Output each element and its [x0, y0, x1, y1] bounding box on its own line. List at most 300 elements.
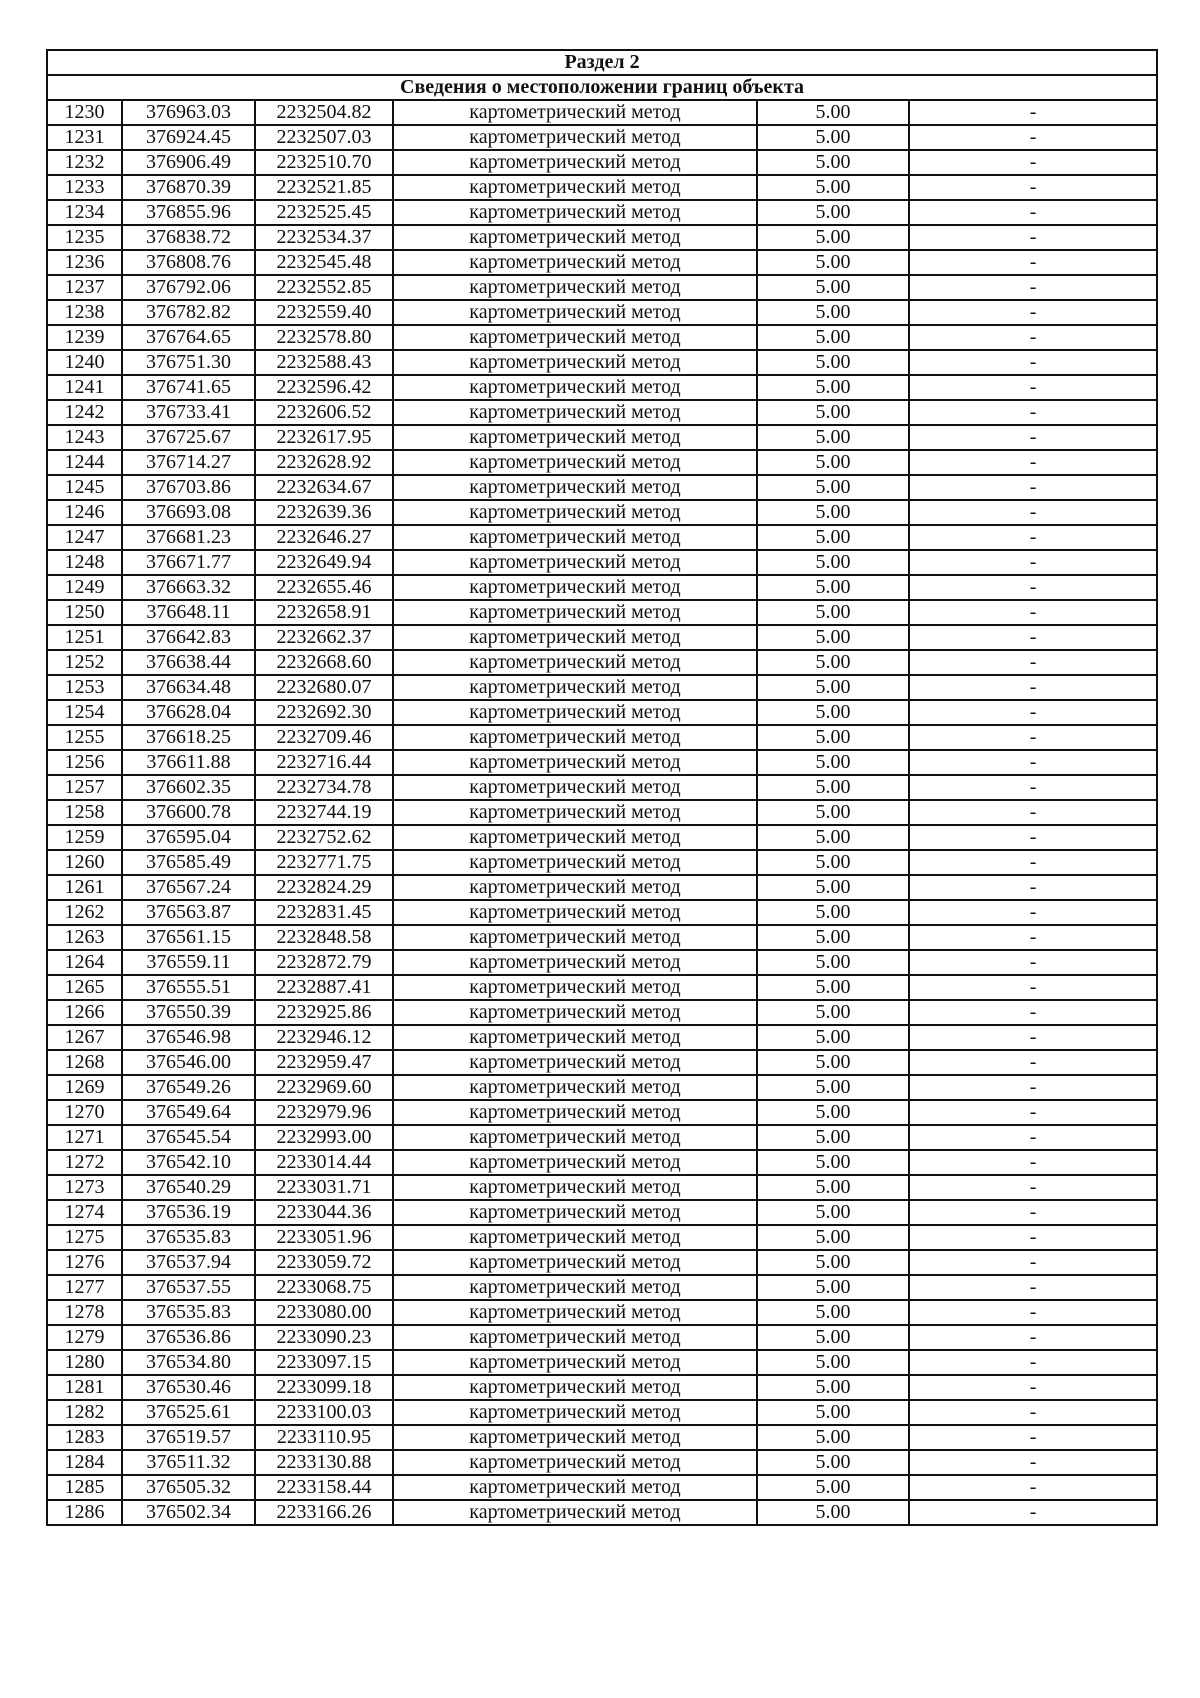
table-row: [47, 200, 1157, 225]
point-number-cell: 1255: [47, 725, 122, 750]
y-coordinate-cell: 2232552.85: [255, 275, 393, 300]
table-row: [47, 500, 1157, 525]
table-row: [47, 550, 1157, 575]
y-coordinate-cell: 2233130.88: [255, 1450, 393, 1475]
x-coordinate-cell: 376611.88: [122, 750, 255, 775]
y-coordinate-cell: 2232925.86: [255, 1000, 393, 1025]
x-coordinate-cell: 376618.25: [122, 725, 255, 750]
method-cell: картометрический метод: [393, 1350, 757, 1375]
x-coordinate-cell: 376751.30: [122, 350, 255, 375]
method-cell: картометрический метод: [393, 1125, 757, 1150]
table-row: [47, 850, 1157, 875]
x-coordinate-cell: 376792.06: [122, 275, 255, 300]
point-number-cell: 1268: [47, 1050, 122, 1075]
table-row: [47, 350, 1157, 375]
description-cell: -: [909, 1050, 1157, 1075]
x-coordinate-cell: 376693.08: [122, 500, 255, 525]
description-cell: -: [909, 925, 1157, 950]
x-coordinate-cell: 376681.23: [122, 525, 255, 550]
table-row: [47, 975, 1157, 1000]
method-cell: картометрический метод: [393, 100, 757, 125]
method-cell: картометрический метод: [393, 150, 757, 175]
point-number-cell: 1266: [47, 1000, 122, 1025]
y-coordinate-cell: 2232504.82: [255, 100, 393, 125]
x-coordinate-cell: 376546.98: [122, 1025, 255, 1050]
point-number-cell: 1238: [47, 300, 122, 325]
point-number-cell: 1261: [47, 875, 122, 900]
accuracy-cell: 5.00: [757, 1175, 909, 1200]
table-row: [47, 825, 1157, 850]
y-coordinate-cell: 2232559.40: [255, 300, 393, 325]
y-coordinate-cell: 2232946.12: [255, 1025, 393, 1050]
method-cell: картометрический метод: [393, 275, 757, 300]
accuracy-cell: 5.00: [757, 525, 909, 550]
x-coordinate-cell: 376906.49: [122, 150, 255, 175]
accuracy-cell: 5.00: [757, 700, 909, 725]
table-row: [47, 625, 1157, 650]
point-number-cell: 1265: [47, 975, 122, 1000]
x-coordinate-cell: 376671.77: [122, 550, 255, 575]
description-cell: -: [909, 700, 1157, 725]
table-row: [47, 150, 1157, 175]
y-coordinate-cell: 2232617.95: [255, 425, 393, 450]
y-coordinate-cell: 2233059.72: [255, 1250, 393, 1275]
accuracy-cell: 5.00: [757, 1250, 909, 1275]
description-cell: -: [909, 1350, 1157, 1375]
accuracy-cell: 5.00: [757, 975, 909, 1000]
accuracy-cell: 5.00: [757, 1300, 909, 1325]
point-number-cell: 1281: [47, 1375, 122, 1400]
method-cell: картометрический метод: [393, 625, 757, 650]
accuracy-cell: 5.00: [757, 725, 909, 750]
method-cell: картометрический метод: [393, 1425, 757, 1450]
table-row: [47, 950, 1157, 975]
description-cell: -: [909, 950, 1157, 975]
method-cell: картометрический метод: [393, 1200, 757, 1225]
x-coordinate-cell: 376642.83: [122, 625, 255, 650]
x-coordinate-cell: 376540.29: [122, 1175, 255, 1200]
table-row: [47, 925, 1157, 950]
description-cell: -: [909, 425, 1157, 450]
description-cell: -: [909, 475, 1157, 500]
description-cell: -: [909, 100, 1157, 125]
accuracy-cell: 5.00: [757, 375, 909, 400]
method-cell: картометрический метод: [393, 325, 757, 350]
y-coordinate-cell: 2233097.15: [255, 1350, 393, 1375]
description-cell: -: [909, 250, 1157, 275]
method-cell: картометрический метод: [393, 1025, 757, 1050]
accuracy-cell: 5.00: [757, 1075, 909, 1100]
method-cell: картометрический метод: [393, 1175, 757, 1200]
description-cell: -: [909, 1200, 1157, 1225]
description-cell: -: [909, 650, 1157, 675]
table-row: [47, 1100, 1157, 1125]
y-coordinate-cell: 2232534.37: [255, 225, 393, 250]
y-coordinate-cell: 2232646.27: [255, 525, 393, 550]
method-cell: картометрический метод: [393, 750, 757, 775]
section-label: Раздел 2: [47, 50, 1157, 75]
accuracy-cell: 5.00: [757, 225, 909, 250]
accuracy-cell: 5.00: [757, 900, 909, 925]
table-row: [47, 775, 1157, 800]
description-cell: -: [909, 1450, 1157, 1475]
point-number-cell: 1237: [47, 275, 122, 300]
description-cell: -: [909, 825, 1157, 850]
x-coordinate-cell: 376537.94: [122, 1250, 255, 1275]
x-coordinate-cell: 376808.76: [122, 250, 255, 275]
description-cell: -: [909, 1175, 1157, 1200]
table-caption: Сведения о местоположении границ объекта: [47, 75, 1157, 100]
point-number-cell: 1231: [47, 125, 122, 150]
method-cell: картометрический метод: [393, 450, 757, 475]
y-coordinate-cell: 2232824.29: [255, 875, 393, 900]
accuracy-cell: 5.00: [757, 325, 909, 350]
point-number-cell: 1284: [47, 1450, 122, 1475]
method-cell: картометрический метод: [393, 1250, 757, 1275]
point-number-cell: 1283: [47, 1425, 122, 1450]
x-coordinate-cell: 376546.00: [122, 1050, 255, 1075]
point-number-cell: 1254: [47, 700, 122, 725]
y-coordinate-cell: 2233099.18: [255, 1375, 393, 1400]
method-cell: картометрический метод: [393, 1050, 757, 1075]
table-row: [47, 1400, 1157, 1425]
accuracy-cell: 5.00: [757, 150, 909, 175]
point-number-cell: 1286: [47, 1500, 122, 1525]
accuracy-cell: 5.00: [757, 350, 909, 375]
description-cell: -: [909, 975, 1157, 1000]
y-coordinate-cell: 2232993.00: [255, 1125, 393, 1150]
method-cell: картометрический метод: [393, 1275, 757, 1300]
point-number-cell: 1249: [47, 575, 122, 600]
description-cell: -: [909, 275, 1157, 300]
table-row: [47, 800, 1157, 825]
y-coordinate-cell: 2232709.46: [255, 725, 393, 750]
description-cell: -: [909, 500, 1157, 525]
description-cell: -: [909, 450, 1157, 475]
y-coordinate-cell: 2232649.94: [255, 550, 393, 575]
x-coordinate-cell: 376741.65: [122, 375, 255, 400]
point-number-cell: 1280: [47, 1350, 122, 1375]
table-row: [47, 525, 1157, 550]
y-coordinate-cell: 2232969.60: [255, 1075, 393, 1100]
accuracy-cell: 5.00: [757, 625, 909, 650]
description-cell: -: [909, 350, 1157, 375]
table-row: [47, 1375, 1157, 1400]
method-cell: картометрический метод: [393, 400, 757, 425]
table-body: [47, 50, 1157, 1525]
description-cell: -: [909, 850, 1157, 875]
accuracy-cell: 5.00: [757, 750, 909, 775]
method-cell: картометрический метод: [393, 1325, 757, 1350]
table-row: [47, 275, 1157, 300]
table-row: [47, 1225, 1157, 1250]
y-coordinate-cell: 2232752.62: [255, 825, 393, 850]
x-coordinate-cell: 376924.45: [122, 125, 255, 150]
accuracy-cell: 5.00: [757, 300, 909, 325]
description-cell: -: [909, 1475, 1157, 1500]
table-row: [47, 1250, 1157, 1275]
method-cell: картометрический метод: [393, 1475, 757, 1500]
boundary-table-sheet: [46, 49, 1156, 1526]
x-coordinate-cell: 376542.10: [122, 1150, 255, 1175]
x-coordinate-cell: 376703.86: [122, 475, 255, 500]
point-number-cell: 1257: [47, 775, 122, 800]
table-row: [47, 1200, 1157, 1225]
description-cell: -: [909, 1225, 1157, 1250]
method-cell: картометрический метод: [393, 600, 757, 625]
y-coordinate-cell: 2232744.19: [255, 800, 393, 825]
method-cell: картометрический метод: [393, 225, 757, 250]
accuracy-cell: 5.00: [757, 1150, 909, 1175]
y-coordinate-cell: 2232848.58: [255, 925, 393, 950]
table-row: [47, 1425, 1157, 1450]
boundary-coordinates-table: [46, 49, 1158, 1526]
y-coordinate-cell: 2232662.37: [255, 625, 393, 650]
point-number-cell: 1267: [47, 1025, 122, 1050]
section-header-row: [47, 50, 1157, 75]
table-row: [47, 475, 1157, 500]
point-number-cell: 1236: [47, 250, 122, 275]
x-coordinate-cell: 376725.67: [122, 425, 255, 450]
accuracy-cell: 5.00: [757, 1350, 909, 1375]
y-coordinate-cell: 2232658.91: [255, 600, 393, 625]
point-number-cell: 1248: [47, 550, 122, 575]
point-number-cell: 1258: [47, 800, 122, 825]
point-number-cell: 1242: [47, 400, 122, 425]
method-cell: картометрический метод: [393, 1100, 757, 1125]
x-coordinate-cell: 376600.78: [122, 800, 255, 825]
accuracy-cell: 5.00: [757, 200, 909, 225]
description-cell: -: [909, 775, 1157, 800]
table-row: [47, 1275, 1157, 1300]
method-cell: картометрический метод: [393, 425, 757, 450]
table-row: [47, 375, 1157, 400]
point-number-cell: 1269: [47, 1075, 122, 1100]
table-row: [47, 1050, 1157, 1075]
y-coordinate-cell: 2232668.60: [255, 650, 393, 675]
method-cell: картометрический метод: [393, 650, 757, 675]
point-number-cell: 1244: [47, 450, 122, 475]
point-number-cell: 1276: [47, 1250, 122, 1275]
y-coordinate-cell: 2232734.78: [255, 775, 393, 800]
table-row: [47, 1450, 1157, 1475]
table-row: [47, 325, 1157, 350]
x-coordinate-cell: 376559.11: [122, 950, 255, 975]
y-coordinate-cell: 2232831.45: [255, 900, 393, 925]
table-row: [47, 650, 1157, 675]
table-row: [47, 1500, 1157, 1525]
table-row: [47, 1325, 1157, 1350]
accuracy-cell: 5.00: [757, 1325, 909, 1350]
accuracy-cell: 5.00: [757, 425, 909, 450]
x-coordinate-cell: 376764.65: [122, 325, 255, 350]
x-coordinate-cell: 376855.96: [122, 200, 255, 225]
description-cell: -: [909, 125, 1157, 150]
description-cell: -: [909, 300, 1157, 325]
x-coordinate-cell: 376563.87: [122, 900, 255, 925]
accuracy-cell: 5.00: [757, 1400, 909, 1425]
x-coordinate-cell: 376536.86: [122, 1325, 255, 1350]
y-coordinate-cell: 2232639.36: [255, 500, 393, 525]
point-number-cell: 1233: [47, 175, 122, 200]
y-coordinate-cell: 2232655.46: [255, 575, 393, 600]
table-row: [47, 600, 1157, 625]
accuracy-cell: 5.00: [757, 600, 909, 625]
description-cell: -: [909, 900, 1157, 925]
accuracy-cell: 5.00: [757, 775, 909, 800]
point-number-cell: 1271: [47, 1125, 122, 1150]
method-cell: картометрический метод: [393, 375, 757, 400]
point-number-cell: 1245: [47, 475, 122, 500]
accuracy-cell: 5.00: [757, 1475, 909, 1500]
description-cell: -: [909, 750, 1157, 775]
y-coordinate-cell: 2232521.85: [255, 175, 393, 200]
point-number-cell: 1275: [47, 1225, 122, 1250]
x-coordinate-cell: 376505.32: [122, 1475, 255, 1500]
x-coordinate-cell: 376561.15: [122, 925, 255, 950]
method-cell: картометрический метод: [393, 200, 757, 225]
x-coordinate-cell: 376535.83: [122, 1225, 255, 1250]
description-cell: -: [909, 1150, 1157, 1175]
point-number-cell: 1274: [47, 1200, 122, 1225]
description-cell: -: [909, 875, 1157, 900]
description-cell: -: [909, 1375, 1157, 1400]
x-coordinate-cell: 376782.82: [122, 300, 255, 325]
table-row: [47, 1475, 1157, 1500]
point-number-cell: 1250: [47, 600, 122, 625]
table-row: [47, 700, 1157, 725]
point-number-cell: 1251: [47, 625, 122, 650]
description-cell: -: [909, 1250, 1157, 1275]
x-coordinate-cell: 376502.34: [122, 1500, 255, 1525]
point-number-cell: 1285: [47, 1475, 122, 1500]
table-row: [47, 1000, 1157, 1025]
description-cell: -: [909, 1500, 1157, 1525]
x-coordinate-cell: 376535.83: [122, 1300, 255, 1325]
x-coordinate-cell: 376870.39: [122, 175, 255, 200]
point-number-cell: 1247: [47, 525, 122, 550]
accuracy-cell: 5.00: [757, 500, 909, 525]
method-cell: картометрический метод: [393, 925, 757, 950]
description-cell: -: [909, 550, 1157, 575]
y-coordinate-cell: 2232959.47: [255, 1050, 393, 1075]
accuracy-cell: 5.00: [757, 1200, 909, 1225]
x-coordinate-cell: 376530.46: [122, 1375, 255, 1400]
point-number-cell: 1279: [47, 1325, 122, 1350]
accuracy-cell: 5.00: [757, 450, 909, 475]
method-cell: картометрический метод: [393, 1400, 757, 1425]
accuracy-cell: 5.00: [757, 800, 909, 825]
y-coordinate-cell: 2233100.03: [255, 1400, 393, 1425]
table-row: [47, 900, 1157, 925]
point-number-cell: 1230: [47, 100, 122, 125]
description-cell: -: [909, 1075, 1157, 1100]
table-row: [47, 125, 1157, 150]
x-coordinate-cell: 376648.11: [122, 600, 255, 625]
x-coordinate-cell: 376585.49: [122, 850, 255, 875]
x-coordinate-cell: 376545.54: [122, 1125, 255, 1150]
method-cell: картометрический метод: [393, 475, 757, 500]
accuracy-cell: 5.00: [757, 1425, 909, 1450]
description-cell: -: [909, 325, 1157, 350]
method-cell: картометрический метод: [393, 975, 757, 1000]
accuracy-cell: 5.00: [757, 1375, 909, 1400]
point-number-cell: 1264: [47, 950, 122, 975]
x-coordinate-cell: 376638.44: [122, 650, 255, 675]
description-cell: -: [909, 225, 1157, 250]
table-row: [47, 250, 1157, 275]
table-row: [47, 1300, 1157, 1325]
y-coordinate-cell: 2232545.48: [255, 250, 393, 275]
method-cell: картометрический метод: [393, 1300, 757, 1325]
point-number-cell: 1262: [47, 900, 122, 925]
y-coordinate-cell: 2232628.92: [255, 450, 393, 475]
accuracy-cell: 5.00: [757, 825, 909, 850]
description-cell: -: [909, 725, 1157, 750]
point-number-cell: 1270: [47, 1100, 122, 1125]
y-coordinate-cell: 2232507.03: [255, 125, 393, 150]
y-coordinate-cell: 2232588.43: [255, 350, 393, 375]
accuracy-cell: 5.00: [757, 1450, 909, 1475]
method-cell: картометрический метод: [393, 675, 757, 700]
method-cell: картометрический метод: [393, 1000, 757, 1025]
point-number-cell: 1256: [47, 750, 122, 775]
accuracy-cell: 5.00: [757, 1000, 909, 1025]
method-cell: картометрический метод: [393, 550, 757, 575]
point-number-cell: 1252: [47, 650, 122, 675]
point-number-cell: 1234: [47, 200, 122, 225]
y-coordinate-cell: 2233158.44: [255, 1475, 393, 1500]
x-coordinate-cell: 376663.32: [122, 575, 255, 600]
y-coordinate-cell: 2232606.52: [255, 400, 393, 425]
x-coordinate-cell: 376963.03: [122, 100, 255, 125]
point-number-cell: 1263: [47, 925, 122, 950]
method-cell: картометрический метод: [393, 850, 757, 875]
point-number-cell: 1241: [47, 375, 122, 400]
method-cell: картометрический метод: [393, 900, 757, 925]
point-number-cell: 1232: [47, 150, 122, 175]
point-number-cell: 1273: [47, 1175, 122, 1200]
description-cell: -: [909, 1400, 1157, 1425]
y-coordinate-cell: 2232680.07: [255, 675, 393, 700]
method-cell: картометрический метод: [393, 500, 757, 525]
method-cell: картометрический метод: [393, 175, 757, 200]
method-cell: картометрический метод: [393, 250, 757, 275]
table-row: [47, 450, 1157, 475]
table-row: [47, 1150, 1157, 1175]
y-coordinate-cell: 2233044.36: [255, 1200, 393, 1225]
accuracy-cell: 5.00: [757, 1125, 909, 1150]
method-cell: картометрический метод: [393, 1375, 757, 1400]
accuracy-cell: 5.00: [757, 675, 909, 700]
accuracy-cell: 5.00: [757, 175, 909, 200]
y-coordinate-cell: 2233080.00: [255, 1300, 393, 1325]
y-coordinate-cell: 2232525.45: [255, 200, 393, 225]
description-cell: -: [909, 1000, 1157, 1025]
description-cell: -: [909, 675, 1157, 700]
accuracy-cell: 5.00: [757, 1275, 909, 1300]
x-coordinate-cell: 376537.55: [122, 1275, 255, 1300]
accuracy-cell: 5.00: [757, 275, 909, 300]
y-coordinate-cell: 2232872.79: [255, 950, 393, 975]
point-number-cell: 1272: [47, 1150, 122, 1175]
method-cell: картометрический метод: [393, 950, 757, 975]
description-cell: -: [909, 400, 1157, 425]
point-number-cell: 1246: [47, 500, 122, 525]
accuracy-cell: 5.00: [757, 650, 909, 675]
table-row: [47, 1075, 1157, 1100]
x-coordinate-cell: 376536.19: [122, 1200, 255, 1225]
